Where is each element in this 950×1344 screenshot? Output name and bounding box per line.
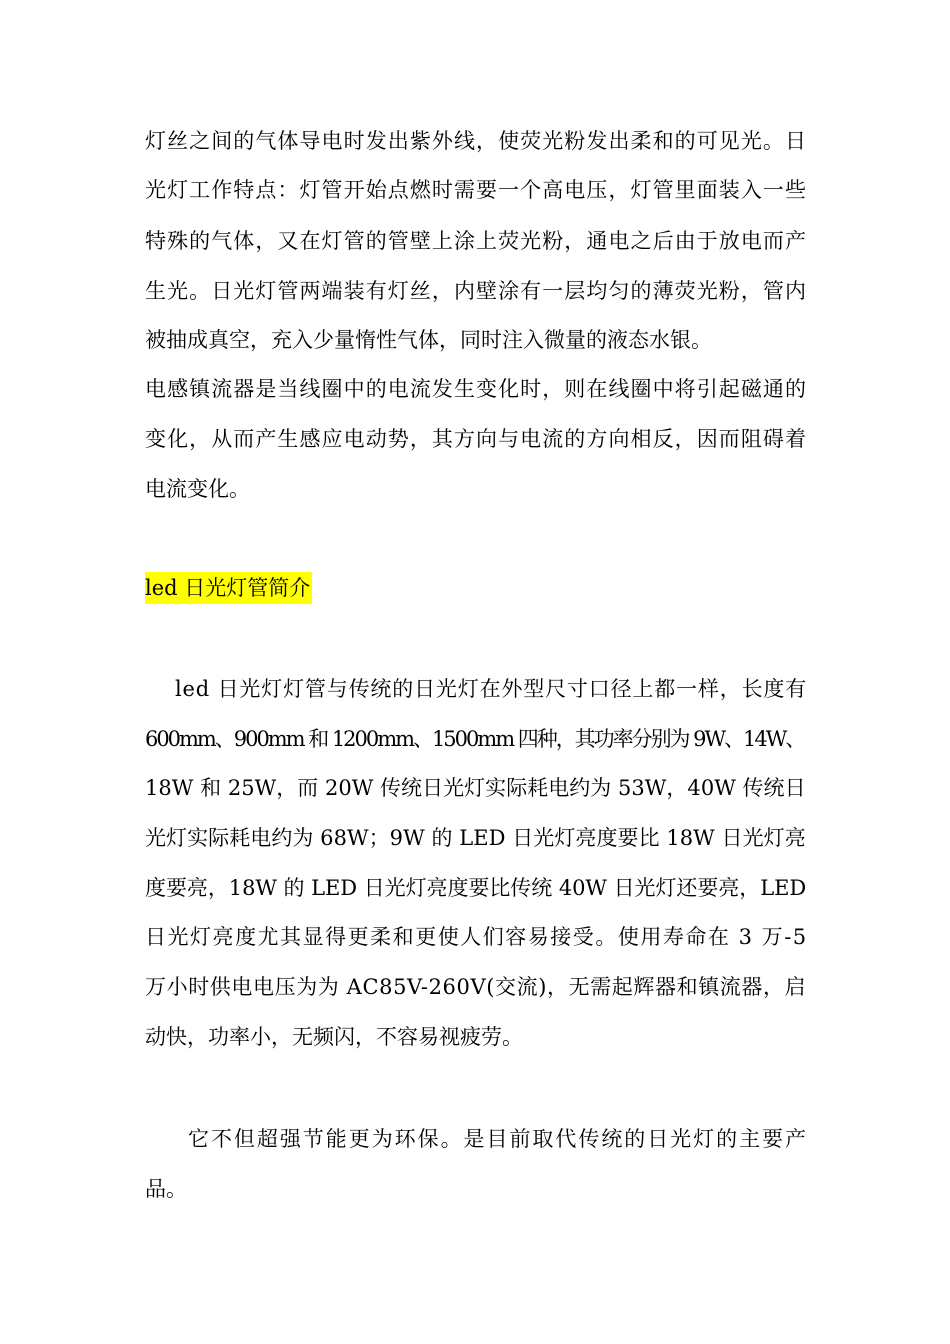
text-line: 600mm、900mm 和 1200mm、1500mm 四种，其功率分别为 9W、14W、 (145, 727, 805, 751)
text-line: 光灯实际耗电约为 68W；9W 的 LED 日光灯亮度要比 18W 日光灯亮 (145, 826, 806, 850)
text-line: 品。 (145, 1177, 187, 1201)
text-line: 光灯工作特点：灯管开始点燃时需要一个高电压，灯管里面装入一些 (145, 178, 808, 202)
text-line: 生光。日光灯管两端装有灯丝，内壁涂有一层均匀的薄荧光粉，管内 (145, 279, 808, 303)
text-line: 电流变化。 (145, 477, 250, 501)
text-line: 变化，从而产生感应电动势，其方向与电流的方向相反，因而阻碍着 (145, 427, 808, 451)
text-line: 18W 和 25W，而 20W 传统日光灯实际耗电约为 53W，40W 传统日 (145, 776, 806, 800)
text-line: 电感镇流器是当线圈中的电流发生变化时，则在线圈中将引起磁通的 (145, 377, 808, 401)
text-line: 动快，功率小，无频闪，不容易视疲劳。 (145, 1025, 523, 1049)
section-heading: led 日光灯管简介 (145, 572, 312, 604)
text-line: 它不但超强节能更为环保。是目前取代传统的日光灯的主要产 (188, 1127, 808, 1151)
text-line: 被抽成真空，充入少量惰性气体，同时注入微量的液态水银。 (145, 328, 712, 352)
text-line: 度要亮，18W 的 LED 日光灯亮度要比传统 40W 日光灯还要亮，LED (145, 876, 807, 900)
text-line: 日光灯亮度尤其显得更柔和更使人们容易接受。使用寿命在 3 万-5 (145, 925, 808, 949)
text-line: 灯丝之间的气体导电时发出紫外线，使荧光粉发出柔和的可见光。日 (145, 129, 808, 153)
text-line: 万小时供电电压为为 AC85V-260V(交流)，无需起辉器和镇流器，启 (145, 975, 807, 999)
text-line: 特殊的气体，又在灯管的管壁上涂上荧光粉，通电之后由于放电而产 (145, 229, 808, 253)
text-line: led 日光灯灯管与传统的日光灯在外型尺寸口径上都一样，长度有 (175, 677, 808, 701)
